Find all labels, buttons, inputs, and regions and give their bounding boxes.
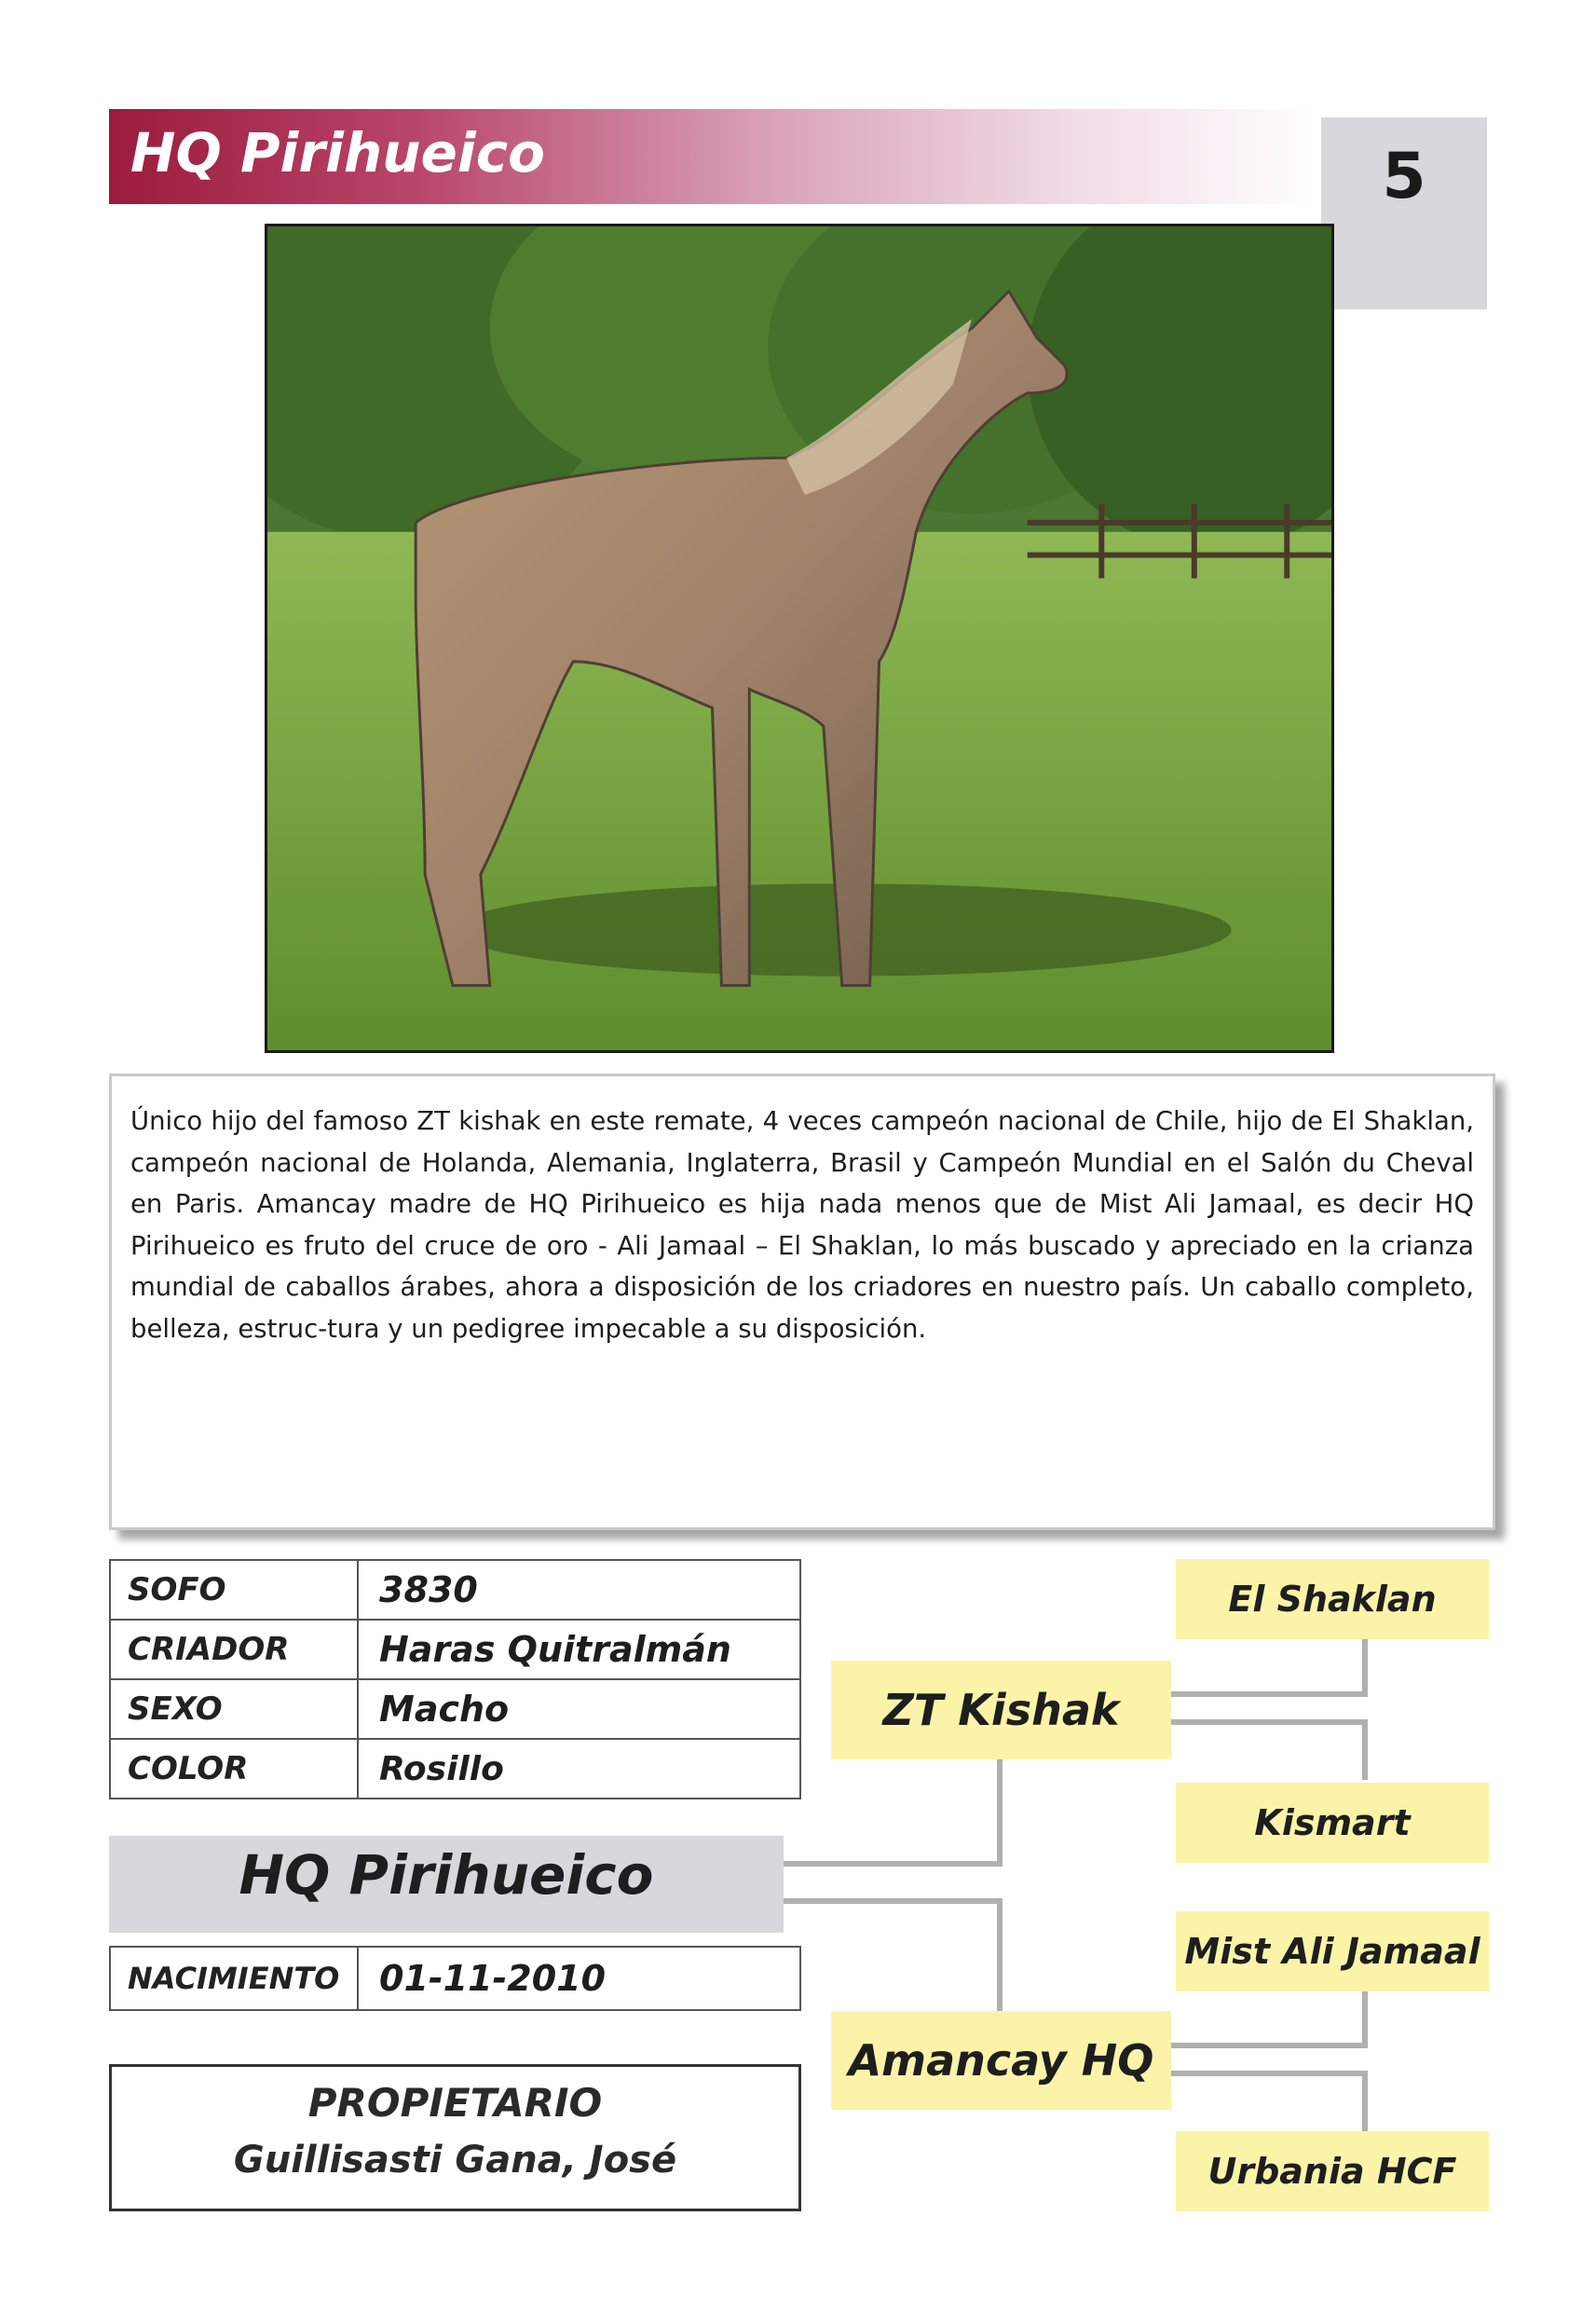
table-row bbox=[110, 1739, 800, 1799]
sofo-value: 3830 bbox=[358, 1560, 800, 1620]
table-row bbox=[110, 1947, 800, 2010]
owner-name: Guillisasti Gana, José bbox=[233, 2139, 677, 2182]
birth-value: 01-11-2010 bbox=[358, 1947, 800, 2010]
color-label: COLOR bbox=[110, 1739, 358, 1799]
table-row bbox=[110, 1679, 800, 1739]
horse-photo-image bbox=[267, 226, 1331, 1050]
pedigree-sire-dam: Kismart bbox=[1176, 1783, 1489, 1863]
pedigree-dam: Amancay HQ bbox=[831, 2011, 1171, 2110]
pedigree-dam-sire: Mist Ali Jamaal bbox=[1176, 1911, 1489, 1991]
horse-name: HQ Pirihueico bbox=[239, 1843, 654, 1907]
criador-value: Haras Quitralmán bbox=[358, 1620, 800, 1679]
owner-label: PROPIETARIO bbox=[307, 2080, 603, 2126]
sofo-label: SOFO bbox=[110, 1560, 358, 1620]
color-value: Rosillo bbox=[358, 1739, 800, 1799]
description-text: Único hijo del famoso ZT kishak en este remate, 4 veces campeón nacional de Chile, hijo de El Shaklan, campeón nacional de Holanda, Alemania, Inglaterra, Brasil y Campeón Mundial en el Salón du Cheval en Paris. Amancay madre de HQ Pirihueico es hija nada menos que de Mist Ali Jamaal, es decir HQ Pirihueico es fruto del cruce de oro - Ali Jamaal – El Shaklan, lo más buscado y apreciado en la crianza mundial de caballos árabes, ahora a disposición de los criadores en nuestro país. Un caballo completo, belleza, estruc-tura y un pedigree impecable a su disposición. bbox=[130, 1106, 1474, 1344]
horse-photo bbox=[265, 224, 1334, 1053]
description-box bbox=[109, 1074, 1495, 1530]
table-row bbox=[110, 1560, 800, 1620]
info-table bbox=[109, 1559, 801, 1799]
page-title: HQ Pirihueico bbox=[130, 121, 545, 185]
sexo-value: Macho bbox=[358, 1679, 800, 1739]
pedigree-dam-dam: Urbania HCF bbox=[1176, 2131, 1489, 2211]
pedigree-sire-sire: El Shaklan bbox=[1176, 1559, 1489, 1639]
pedigree-sire: ZT Kishak bbox=[831, 1661, 1171, 1759]
criador-label: CRIADOR bbox=[110, 1620, 358, 1679]
sexo-label: SEXO bbox=[110, 1679, 358, 1739]
birth-label: NACIMIENTO bbox=[110, 1947, 358, 2010]
table-row bbox=[110, 1620, 800, 1679]
page-number: 5 bbox=[1382, 140, 1426, 213]
owner-box bbox=[109, 2064, 801, 2211]
birth-table bbox=[109, 1946, 801, 2011]
